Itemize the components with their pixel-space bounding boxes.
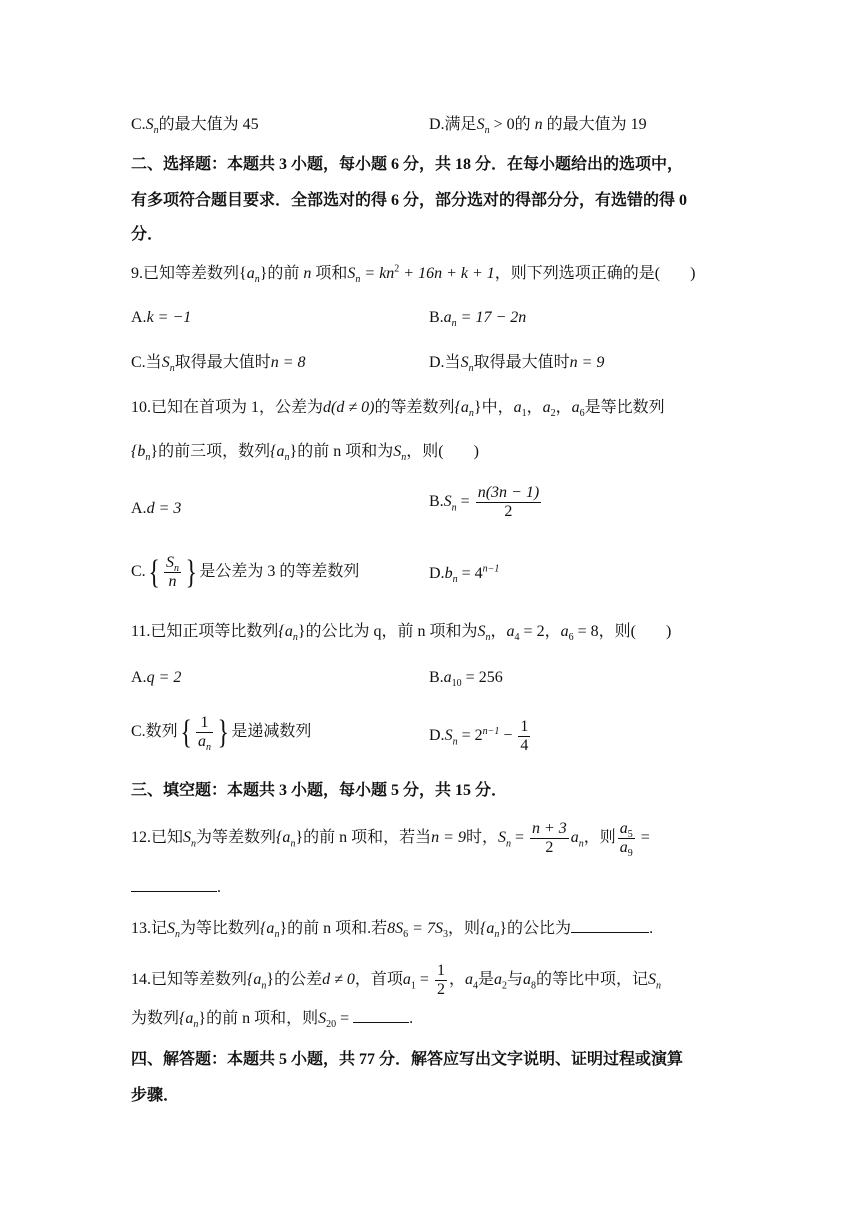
math-expression: 8S — [387, 920, 404, 937]
math-subscript: n — [292, 632, 298, 644]
math-symbol: S — [460, 354, 469, 371]
math-expression: } — [295, 829, 304, 847]
stem-text: ，则 — [583, 829, 616, 847]
math-expression: } — [499, 920, 508, 937]
section-2-heading-line3 — [131, 223, 163, 247]
math-expression: {b — [131, 443, 146, 460]
math-subscript: n — [401, 452, 407, 464]
math-symbol: a — [560, 623, 569, 640]
option-text: 取得最大值时 — [174, 354, 271, 371]
answer-blank[interactable] — [353, 1008, 409, 1023]
math-subscript: n — [290, 838, 296, 850]
math-symbol: a — [506, 623, 515, 640]
math-expression: q = 2 — [146, 669, 182, 686]
q11-option-a — [131, 666, 181, 690]
math-subscript: n — [468, 363, 474, 375]
stem-text: 的前 n 项和，若当 — [303, 829, 432, 847]
math-symbol: a — [542, 399, 551, 416]
stem-text: ，则下列选项正确的是( — [494, 265, 661, 282]
math-expression: {a — [479, 920, 495, 937]
stem-text: 11.已知正项等比数列 — [131, 623, 279, 640]
math-subscript: 9 — [627, 848, 633, 860]
math-subscript: 2 — [501, 980, 507, 992]
math-subscript: n — [193, 1019, 199, 1031]
math-symbol: a — [570, 829, 579, 847]
stem-text: 9.已知等差数列{ — [131, 265, 247, 282]
q10-stem-line1 — [131, 396, 665, 420]
option-label: B. — [429, 493, 444, 511]
stem-text: 的前三项，数列 — [158, 443, 271, 460]
math-expression: − — [499, 727, 517, 745]
stem-text: }的前 — [259, 265, 300, 282]
option-text: 的最大值为 19 — [546, 116, 647, 133]
option-text: 是公差为 3 的等差数列 — [199, 563, 360, 581]
fraction-denominator: 2 — [436, 981, 445, 998]
q12-answer-line — [131, 876, 221, 900]
stem-text: 的前 n 项和.若 — [287, 920, 388, 937]
math-symbol: a — [464, 971, 473, 989]
q9-stem — [131, 262, 695, 286]
math-expression: {a — [454, 399, 469, 416]
math-subscript: 4 — [472, 980, 478, 992]
math-expression: = 7S — [408, 920, 443, 937]
math-symbol: a — [523, 971, 531, 989]
fraction-denominator: a — [619, 839, 628, 856]
stem-text: ，则( — [406, 443, 444, 460]
fraction-numerator: a — [619, 820, 628, 837]
math-symbol: a — [571, 399, 580, 416]
stem-text: 为等差数列 — [196, 829, 277, 847]
option-label: C.数列 — [131, 723, 178, 741]
math-expression: = — [456, 493, 474, 511]
math-expression: n = 8 — [270, 354, 306, 371]
math-subscript: 6 — [568, 632, 574, 644]
section-text: 四、解答题：本题共 5 小题，共 77 分．解答应写出文字说明、证明过程或演算 — [131, 1051, 684, 1068]
math-subscript: 1 — [521, 408, 527, 420]
math-expression: = 17 − 2n — [456, 309, 527, 326]
q11-option-c — [131, 713, 312, 754]
q9-option-a — [131, 306, 191, 330]
section-4-heading-line2 — [131, 1084, 179, 1108]
option-label: D. — [429, 565, 445, 582]
fraction-numerator: 1 — [520, 718, 529, 735]
q9-option-d — [429, 351, 604, 375]
option-label: C. — [131, 116, 146, 133]
stem-text: 的等差数列 — [374, 399, 455, 416]
math-expression: (d ≠ 0) — [331, 399, 375, 416]
math-symbol: n — [299, 265, 316, 282]
math-subscript: 20 — [326, 1019, 337, 1031]
math-symbol: b — [444, 565, 453, 582]
section-4-heading-line1 — [131, 1048, 683, 1072]
fraction-denominator: n — [168, 573, 177, 590]
option-label: D. — [429, 727, 445, 745]
math-symbol: a — [402, 971, 411, 989]
math-symbol: n — [530, 116, 547, 133]
stem-text: ，首项 — [354, 971, 403, 989]
math-expression: } — [150, 443, 159, 460]
q14-stem-line1 — [131, 962, 661, 999]
q14-stem-line2 — [131, 1007, 413, 1031]
section-2-heading-line1 — [131, 153, 683, 177]
math-subscript: n — [494, 929, 500, 941]
math-subscript: n — [451, 318, 457, 330]
math-subscript: n — [206, 742, 212, 754]
option-text: 取得最大值时 — [473, 354, 570, 371]
q10-option-c — [131, 554, 359, 591]
stem-text: 是等比数列 — [584, 399, 665, 416]
option-label: A. — [131, 309, 147, 326]
stem-text: ) — [690, 265, 696, 282]
stem-text: 的公比为 — [507, 920, 572, 937]
math-expression: + 16n + k + 1 — [399, 265, 495, 282]
math-expression: } — [289, 443, 298, 460]
math-expression: {a — [270, 443, 285, 460]
math-subscript: n — [254, 274, 260, 286]
section-text: 有多项符合题目要求．全部选对的得 6 分，部分选对的得部分分，有选错的得 0 — [131, 192, 688, 209]
stem-text: 14.已知等差数列 — [131, 971, 248, 989]
math-expression: n = 9 — [431, 829, 466, 847]
section-text: 分． — [131, 226, 164, 243]
math-subscript: n — [451, 502, 457, 514]
math-subscript: n — [578, 838, 584, 850]
math-symbol: a — [443, 309, 452, 326]
stem-text: 中， — [481, 399, 514, 416]
stem-text: ) — [473, 443, 479, 460]
math-subscript: n — [452, 736, 458, 748]
section-text: 二、选择题：本题共 3 小题，每小题 6 分，共 18 分．在每小题给出的选项中， — [131, 156, 684, 173]
right-brace: } — [185, 553, 197, 591]
right-brace: } — [217, 713, 229, 751]
q9-option-b — [429, 306, 526, 330]
math-symbol: a — [493, 971, 502, 989]
math-expression: = 8 — [573, 623, 599, 640]
stem-text: 的前 n 项和，则 — [206, 1010, 319, 1027]
math-symbol: d — [323, 399, 332, 416]
math-symbol: a — [513, 399, 522, 416]
math-subscript: n — [175, 929, 181, 941]
math-subscript: 2 — [550, 408, 556, 420]
math-expression: = — [510, 829, 528, 847]
section-2-heading-line2 — [131, 189, 687, 213]
math-expression: = — [636, 829, 650, 847]
math-subscript: n — [452, 574, 458, 586]
math-expression: n = 9 — [569, 354, 605, 371]
math-expression: = — [336, 1010, 354, 1027]
q13-stem — [131, 917, 653, 941]
stem-text: . — [409, 1010, 414, 1027]
fraction-denominator: 4 — [520, 737, 529, 754]
math-subscript: n — [274, 929, 280, 941]
option-label: B. — [429, 309, 444, 326]
math-subscript: n — [261, 980, 267, 992]
fraction-denominator: 2 — [545, 839, 554, 856]
q10-option-a — [131, 497, 181, 521]
math-symbol: S — [443, 493, 452, 511]
left-brace: { — [180, 713, 192, 751]
stem-text: 的公比为 q，前 n 项和为 — [305, 623, 478, 640]
option-label: D.当 — [429, 354, 461, 371]
math-expression: {a — [260, 920, 275, 937]
stem-text: 为等比数列 — [180, 920, 261, 937]
option-text: 的 — [514, 116, 531, 133]
math-symbol: S — [318, 1010, 327, 1027]
math-symbol: S — [497, 829, 506, 847]
section-text: 三、填空题：本题共 3 小题，每小题 5 分，共 15 分． — [131, 782, 508, 799]
math-symbol: S — [347, 265, 356, 282]
q11-option-b — [429, 666, 503, 690]
math-symbol: S — [477, 623, 486, 640]
stem-text: . — [217, 879, 221, 896]
math-subscript: n — [284, 452, 290, 464]
fraction-denominator: a — [198, 733, 207, 750]
math-expression: {a — [179, 1010, 194, 1027]
fraction-denominator: 2 — [504, 503, 513, 520]
math-symbol: S — [167, 920, 176, 937]
stem-text: ， — [490, 623, 507, 640]
math-symbol: a — [246, 265, 255, 282]
math-expression: = 2 — [519, 623, 545, 640]
math-expression: {a — [247, 971, 262, 989]
math-subscript: n — [468, 408, 474, 420]
math-subscript: 4 — [514, 632, 520, 644]
option-label: B. — [429, 669, 444, 686]
math-expression: } — [297, 623, 306, 640]
math-superscript: 2 — [394, 263, 400, 275]
math-expression: {a — [276, 829, 291, 847]
math-subscript: 5 — [627, 829, 633, 841]
stem-text: 的前 n 项和为 — [297, 443, 394, 460]
fraction — [618, 820, 635, 860]
stem-text: 时， — [465, 829, 498, 847]
math-subscript: 8 — [531, 980, 536, 992]
math-expression: d = 3 — [146, 500, 182, 517]
math-symbol: S — [183, 829, 192, 847]
q11-option-d — [429, 718, 532, 755]
math-symbol: S — [393, 443, 402, 460]
math-subscript: n — [355, 274, 361, 286]
math-symbol: S — [444, 727, 453, 745]
fraction — [435, 962, 447, 999]
option-label: C.当 — [131, 354, 162, 371]
stem-text: . — [649, 920, 654, 937]
math-expression: d ≠ 0 — [322, 971, 355, 989]
stem-text: 13.记 — [131, 920, 168, 937]
q10-option-d — [429, 562, 499, 586]
math-subscript: n — [505, 838, 511, 850]
option-label: C. — [131, 563, 146, 581]
fraction — [518, 718, 530, 755]
math-expression: {a — [278, 623, 293, 640]
fraction-numerator: n(3n − 1) — [477, 484, 540, 501]
math-subscript: n — [153, 125, 159, 137]
math-symbol: S — [648, 971, 657, 989]
math-expression: } — [266, 971, 275, 989]
math-subscript: 6 — [403, 929, 409, 941]
stem-text: 为数列 — [131, 1010, 180, 1027]
math-superscript: n−1 — [482, 725, 500, 737]
fraction-numerator: 1 — [436, 962, 445, 979]
q9-option-c — [131, 351, 306, 375]
stem-text: 的公差 — [274, 971, 323, 989]
fraction — [530, 820, 569, 857]
math-subscript: n — [484, 125, 490, 137]
math-subscript: n — [174, 563, 179, 575]
math-subscript: 10 — [451, 678, 462, 690]
section-3-heading — [131, 779, 507, 803]
option-text: 的最大值为 45 — [158, 116, 259, 133]
option-label: A. — [131, 500, 147, 517]
math-subscript: 3 — [442, 929, 448, 941]
math-subscript: 6 — [579, 408, 585, 420]
fraction-numerator: S — [166, 554, 174, 571]
left-brace: { — [148, 553, 160, 591]
option-text: 是递减数列 — [231, 723, 312, 741]
math-subscript: 1 — [410, 980, 416, 992]
stem-text: ， — [544, 623, 561, 640]
math-expression: > 0 — [489, 116, 515, 133]
q11-stem — [131, 620, 671, 644]
q8-option-d — [429, 113, 647, 137]
stem-text: 与 — [506, 971, 523, 989]
math-expression: } — [473, 399, 482, 416]
stem-text: ，则 — [447, 920, 480, 937]
math-expression: k = −1 — [146, 309, 192, 326]
math-superscript: n−1 — [482, 563, 500, 575]
fraction — [164, 554, 181, 591]
fraction-numerator: 1 — [196, 714, 213, 733]
math-expression: = 2 — [457, 727, 483, 745]
fraction-numerator: n + 3 — [531, 820, 567, 837]
math-subscript: n — [191, 838, 197, 850]
math-subscript: n — [169, 363, 175, 375]
math-expression: = 256 — [461, 669, 503, 686]
math-expression: = kn — [360, 265, 395, 282]
math-expression: } — [279, 920, 288, 937]
math-symbol: S — [145, 116, 154, 133]
math-subscript: n — [145, 452, 151, 464]
stem-text: 的等比中项，记 — [536, 971, 649, 989]
q10-option-b — [429, 484, 543, 521]
stem-text: ， — [526, 399, 543, 416]
stem-text: ) — [665, 623, 672, 640]
answer-blank[interactable] — [571, 918, 649, 933]
fraction — [476, 484, 541, 521]
q8-option-c — [131, 113, 259, 137]
math-subscript: n — [656, 980, 662, 992]
q12-stem — [131, 820, 650, 860]
stem-text: ，则( — [598, 623, 636, 640]
math-subscript: n — [485, 632, 491, 644]
option-label: A. — [131, 669, 147, 686]
stem-text: 10.已知在首项为 1，公差为 — [131, 399, 324, 416]
section-text: 步骤． — [131, 1087, 180, 1104]
stem-text: ， — [555, 399, 572, 416]
math-symbol: a — [443, 669, 452, 686]
stem-text: 项和 — [315, 265, 348, 282]
math-symbol: S — [476, 116, 485, 133]
stem-text: 是 — [477, 971, 494, 989]
option-label: D.满足 — [429, 116, 477, 133]
fraction — [196, 714, 213, 754]
math-expression: = — [415, 971, 433, 989]
math-expression: = 4 — [457, 565, 483, 582]
q10-stem-line2 — [131, 440, 479, 464]
answer-blank[interactable] — [131, 877, 217, 892]
stem-text: ， — [448, 971, 465, 989]
math-expression: } — [198, 1010, 207, 1027]
math-symbol: S — [161, 354, 170, 371]
stem-text: 12.已知 — [131, 829, 184, 847]
